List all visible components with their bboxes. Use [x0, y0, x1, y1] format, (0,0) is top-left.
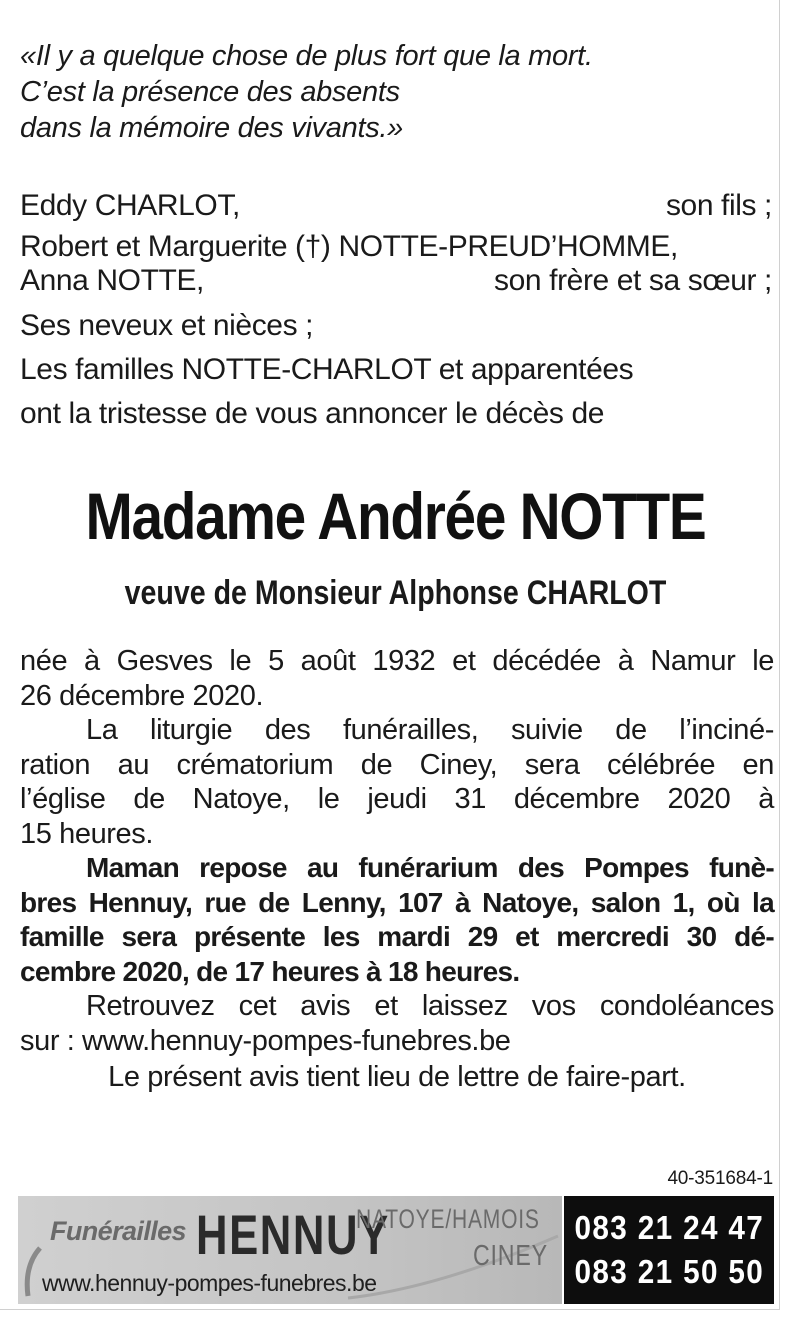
sister-name: Anna NOTTE,: [20, 264, 204, 297]
family-row-nephews: [20, 304, 772, 348]
announce-line: ont la tristesse de vous annoncer le décès de: [20, 397, 605, 430]
liturgy-line: l’église de Natoye, le jeudi 31 décembre 2020 à: [20, 783, 774, 815]
family-row-announce: [20, 392, 772, 436]
website-link[interactable]: www.hennuy-pompes-funebres.be: [42, 1270, 377, 1296]
family-row-families: [20, 348, 772, 392]
notice-body: [20, 644, 774, 1095]
liturgy-line: ration au crématorium de Ciney, sera célébrée en: [20, 748, 774, 781]
phone-number[interactable]: 083 21 50 50: [574, 1253, 764, 1290]
siblings-line: Robert et Marguerite (†) NOTTE-PREUD’HOMME,: [20, 230, 678, 263]
siblings-role: son frère et sa sœur ;: [494, 264, 772, 297]
brand-logo: HENNUY: [196, 1203, 390, 1266]
quote-line: C’est la présence des absents: [20, 76, 400, 108]
family-list: [20, 184, 772, 436]
deceased-name: Madame Andrée NOTTE: [85, 479, 706, 553]
epigraph-quote: [20, 38, 760, 146]
son-role: son fils ;: [665, 189, 772, 222]
family-row-son: [20, 184, 772, 228]
birth-line: 26 décembre 2020.: [20, 679, 264, 712]
family-row-sister: [20, 264, 772, 298]
location-label: NATOYE/HAMOIS: [356, 1204, 540, 1234]
son-name: Eddy CHARLOT,: [20, 189, 240, 222]
rest-line: cembre 2020, de 17 heures à 18 heures.: [20, 955, 520, 987]
family-row-siblings: [20, 230, 772, 264]
location-label: CINEY: [473, 1240, 548, 1272]
families-line: Les familles NOTTE-CHARLOT et apparentées: [20, 353, 634, 386]
condolence-line: Retrouvez cet avis et laissez vos condoléances: [86, 990, 774, 1022]
nephews-line: Ses neveux et nièces ;: [20, 309, 314, 342]
phone-box: [564, 1196, 774, 1304]
swoosh-left: [27, 1248, 40, 1296]
phone-number[interactable]: 083 21 24 47: [574, 1209, 764, 1246]
liturgy-line: La liturgie des funérailles, suivie de l’inciné-: [86, 714, 774, 746]
quote-line: «Il y a quelque chose de plus fort que la mort.: [20, 40, 593, 72]
notice-line: Le présent avis tient lieu de lettre de faire-part.: [108, 1061, 686, 1093]
funerailles-label: Funérailles: [50, 1216, 186, 1246]
rest-line: famille sera présente les mardi 29 et mercredi 30 dé-: [20, 921, 774, 952]
quote-line: dans la mémoire des vivants.»: [20, 112, 403, 144]
birth-line: née à Gesves le 5 août 1932 et décédée à Namur le: [20, 645, 774, 677]
widow-of: veuve de Monsieur Alphonse CHARLOT: [124, 574, 667, 612]
liturgy-line: 15 heures.: [20, 817, 154, 850]
reference-number: 40-351684-1: [667, 1168, 773, 1189]
rest-line: bres Hennuy, rue de Lenny, 107 à Natoye, salon 1, où la: [20, 886, 774, 918]
funeral-home-banner: [18, 1196, 774, 1304]
condolence-link[interactable]: sur : www.hennuy-pompes-funebres.be: [20, 1024, 511, 1057]
rest-line: Maman repose au funérarium des Pompes funè-: [86, 852, 774, 883]
